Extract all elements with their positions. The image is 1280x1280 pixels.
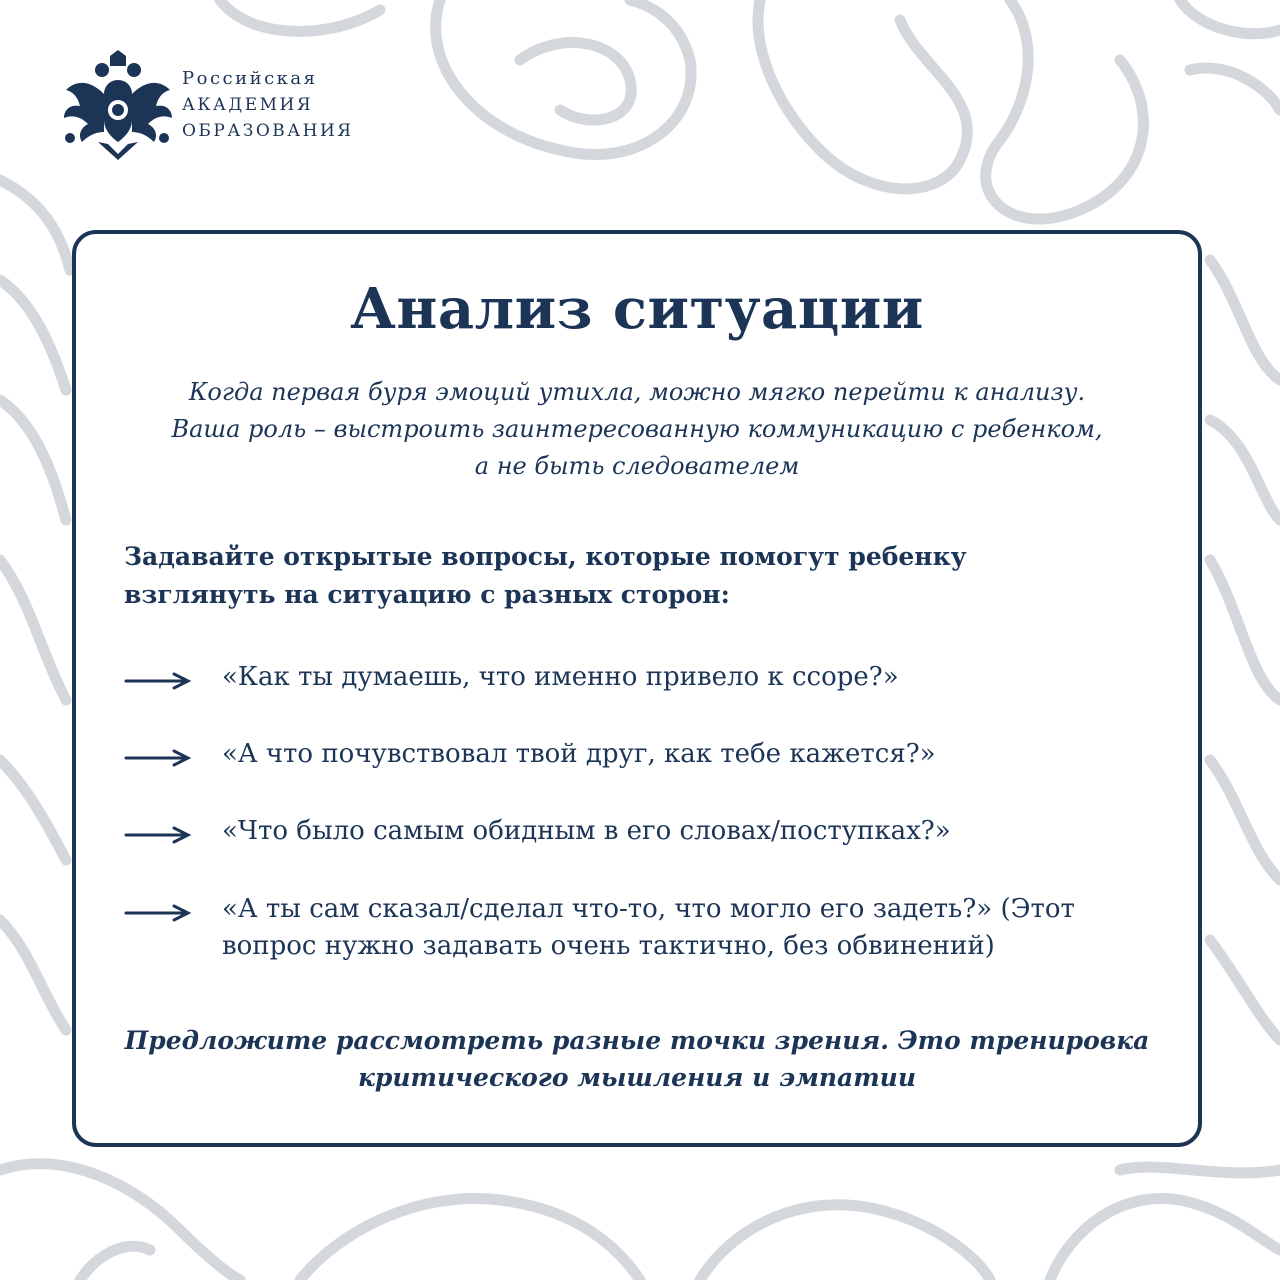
brand-name-line: ОБРАЗОВАНИЯ	[182, 121, 354, 141]
list-item	[124, 891, 1168, 965]
question-text: вопрос нужно задавать очень тактично, без обвинений)	[222, 931, 995, 961]
brand-logo	[60, 50, 354, 160]
list-item	[124, 813, 1168, 850]
intro-line: Когда первая буря эмоций утихла, можно мягко перейти к анализу.	[188, 378, 1086, 406]
lead-heading	[124, 538, 1150, 614]
page-title: Анализ ситуации	[350, 276, 924, 342]
intro-line: Ваша роль – выстроить заинтересованную коммуникацию с ребенком,	[171, 415, 1103, 443]
question-text: «А что почувствовал твой друг, как тебе кажется?»	[222, 739, 936, 769]
brand-name	[182, 66, 354, 144]
arrow-right-icon	[124, 825, 194, 845]
list-item	[124, 659, 1168, 696]
question-text: «А ты сам сказал/сделал что-то, что могло его задеть?» (Этот	[222, 894, 1075, 924]
intro-paragraph	[116, 374, 1158, 485]
list-item	[124, 736, 1168, 773]
closing-line: Предложите рассмотреть разные точки зрения. Это тренировка	[124, 1026, 1150, 1055]
closing-line: критического мышления и эмпатии	[357, 1063, 917, 1092]
arrow-right-icon	[124, 671, 194, 691]
closing-paragraph	[116, 1022, 1158, 1096]
arrow-right-icon	[124, 903, 194, 923]
question-text: «Что было самым обидным в его словах/поступках?»	[222, 816, 951, 846]
lead-line: Задавайте открытые вопросы, которые помогут ребенку	[124, 542, 967, 571]
question-text: «Как ты думаешь, что именно привело к ссоре?»	[222, 662, 899, 692]
brand-name-line: АКАДЕМИЯ	[182, 95, 314, 115]
double-headed-eagle-icon	[60, 50, 176, 160]
arrow-right-icon	[124, 748, 194, 768]
brand-name-line: Российская	[182, 68, 318, 89]
lead-line: взглянуть на ситуацию с разных сторон:	[124, 580, 730, 609]
content-card	[72, 230, 1202, 1147]
intro-line: а не быть следователем	[474, 452, 800, 480]
